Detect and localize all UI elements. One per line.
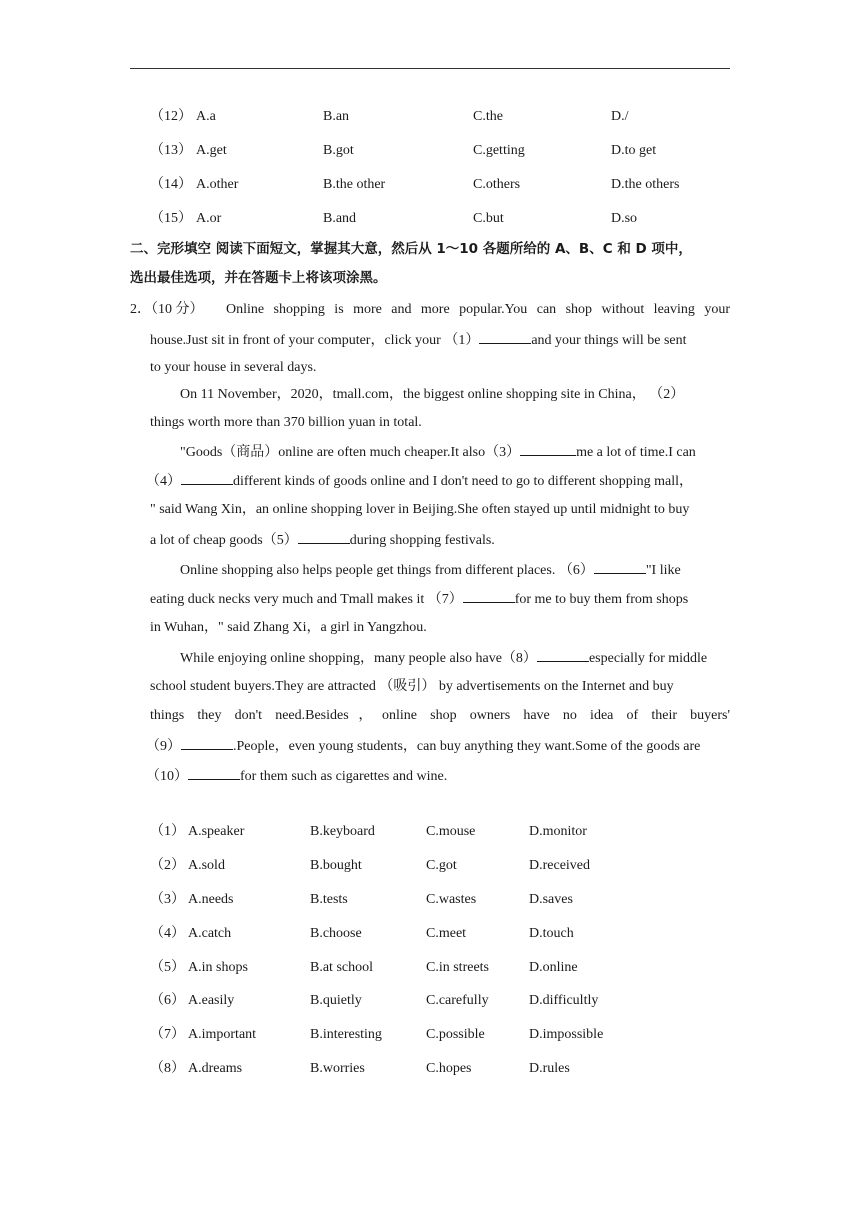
option-b: B.at school (310, 960, 373, 975)
answer-blank-9[interactable] (181, 735, 233, 750)
option-number: （8） (150, 1061, 185, 1076)
header-rule (130, 68, 730, 69)
option-a: A.needs (188, 892, 234, 907)
passage-line: a lot of cheap goods（5） during shopping festivals. (150, 529, 495, 549)
option-row-6 (150, 991, 730, 1011)
option-row-14 (150, 175, 730, 195)
option-a: A.in shops (188, 960, 248, 975)
option-a: A.catch (188, 926, 232, 941)
option-b: B.and (323, 211, 357, 226)
option-a: A.other (196, 177, 239, 192)
option-c: C.the (473, 109, 503, 124)
option-row-8 (150, 1059, 730, 1079)
passage-line: things they don't need.Besides，online shop owners have no idea of their buyers' (150, 708, 730, 723)
option-d: D.so (611, 211, 638, 226)
option-c: C.wastes (426, 892, 477, 907)
section-title-line-1: 二、完形填空 阅读下面短文，掌握其大意，然后从 1～10 各题所给的 A、B、C 和 D 项中， (130, 241, 692, 257)
answer-blank-5[interactable] (298, 529, 350, 544)
option-a: A.get (196, 143, 227, 158)
option-b: B.choose (310, 926, 362, 941)
option-number: （1） (150, 824, 185, 839)
option-a: A.sold (188, 858, 225, 873)
answer-blank-8[interactable] (537, 647, 589, 662)
option-c: C.meet (426, 926, 467, 941)
option-b: B.got (323, 143, 354, 158)
passage-line: house.Just sit in front of your computer，click your （1） and your things will be sent (150, 329, 687, 349)
option-a: A.a (196, 109, 216, 124)
option-a: A.easily (188, 993, 235, 1008)
option-d: D.to get (611, 143, 657, 158)
option-b: B.keyboard (310, 824, 375, 839)
section-title-line-2: 选出最佳选项，并在答题卡上将该项涂黑。 (130, 270, 387, 286)
answer-blank-6[interactable] (594, 559, 646, 574)
option-d: D.the others (611, 177, 680, 192)
option-c: C.in streets (426, 960, 489, 975)
option-a: A.important (188, 1027, 257, 1042)
option-d: D.monitor (529, 824, 587, 839)
passage-line: "Goods（商品）online are often much cheaper.It also（3） me a lot of time.I can (180, 441, 696, 461)
answer-blank-3[interactable] (520, 441, 576, 456)
passage-line: （4） different kinds of goods online and I don't need to go to different shopping mall， (146, 470, 693, 490)
option-number: （6） (150, 993, 185, 1008)
option-number: （3） (150, 892, 185, 907)
option-c: C.but (473, 211, 504, 226)
option-d: D.rules (529, 1061, 570, 1076)
option-row-2 (150, 856, 730, 876)
option-a: A.or (196, 211, 222, 226)
passage-line: （10） for them such as cigarettes and wine. (146, 765, 447, 785)
passage-line: school student buyers.They are attracted （吸引） by advertisements on the Internet and buy (150, 679, 674, 694)
answer-blank-10[interactable] (188, 765, 240, 780)
option-row-5 (150, 958, 730, 978)
option-row-13 (150, 141, 730, 161)
option-number: （12） (150, 109, 192, 124)
option-c: C.hopes (426, 1061, 472, 1076)
option-c: C.others (473, 177, 521, 192)
option-d: D.online (529, 960, 578, 975)
option-number: （4） (150, 926, 185, 941)
passage-line: things worth more than 370 billion yuan in total. (150, 415, 422, 430)
option-b: B.an (323, 109, 350, 124)
option-d: D.received (529, 858, 591, 873)
option-number: （2） (150, 858, 185, 873)
passage-line: On 11 November，2020，tmall.com，the biggest online shopping site in China， （2） (180, 387, 685, 402)
option-b: B.tests (310, 892, 348, 907)
option-b: B.bought (310, 858, 362, 873)
passage-line: Online shopping also helps people get things from different places. （6） "I like (180, 559, 681, 579)
option-number: （13） (150, 143, 192, 158)
option-c: C.mouse (426, 824, 476, 839)
option-number: （15） (150, 211, 192, 226)
option-b: B.the other (323, 177, 386, 192)
option-number: （5） (150, 960, 185, 975)
section-title (130, 235, 730, 293)
passage-line: Online shopping is more and more popular.You can shop without leaving your (226, 302, 730, 317)
passage-line: to your house in several days. (150, 360, 317, 375)
option-c: C.getting (473, 143, 525, 158)
answer-blank-7[interactable] (463, 588, 515, 603)
option-row-4 (150, 924, 730, 944)
option-c: C.possible (426, 1027, 485, 1042)
option-d: D.touch (529, 926, 574, 941)
option-row-15 (150, 209, 730, 229)
option-number: （7） (150, 1027, 185, 1042)
option-number: （14） (150, 177, 192, 192)
option-row-7 (150, 1025, 730, 1045)
option-row-3 (150, 890, 730, 910)
passage-line: （9） .People，even young students，can buy anything they want.Some of the goods are (146, 735, 700, 755)
passage-line: " said Wang Xin，an online shopping lover in Beijing.She often stayed up until midnight to buy (150, 502, 690, 517)
question-number: 2．（10 分） (130, 302, 204, 317)
option-d: D.difficultly (529, 993, 599, 1008)
option-a: A.dreams (188, 1061, 243, 1076)
option-c: C.got (426, 858, 457, 873)
option-b: B.interesting (310, 1027, 382, 1042)
passage-line: eating duck necks very much and Tmall makes it （7） for me to buy them from shops (150, 588, 688, 608)
passage-line: While enjoying online shopping，many people also have（8） especially for middle (180, 647, 707, 667)
option-d: D.impossible (529, 1027, 604, 1042)
option-d: D.saves (529, 892, 573, 907)
option-a: A.speaker (188, 824, 245, 839)
answer-blank-1[interactable] (479, 329, 531, 344)
option-d: D./ (611, 109, 629, 124)
option-row-1 (150, 822, 730, 842)
passage-line: in Wuhan，" said Zhang Xi，a girl in Yangzhou. (150, 620, 427, 635)
option-c: C.carefully (426, 993, 489, 1008)
option-b: B.quietly (310, 993, 362, 1008)
answer-blank-4[interactable] (181, 470, 233, 485)
option-row-12 (150, 107, 730, 127)
option-b: B.worries (310, 1061, 365, 1076)
